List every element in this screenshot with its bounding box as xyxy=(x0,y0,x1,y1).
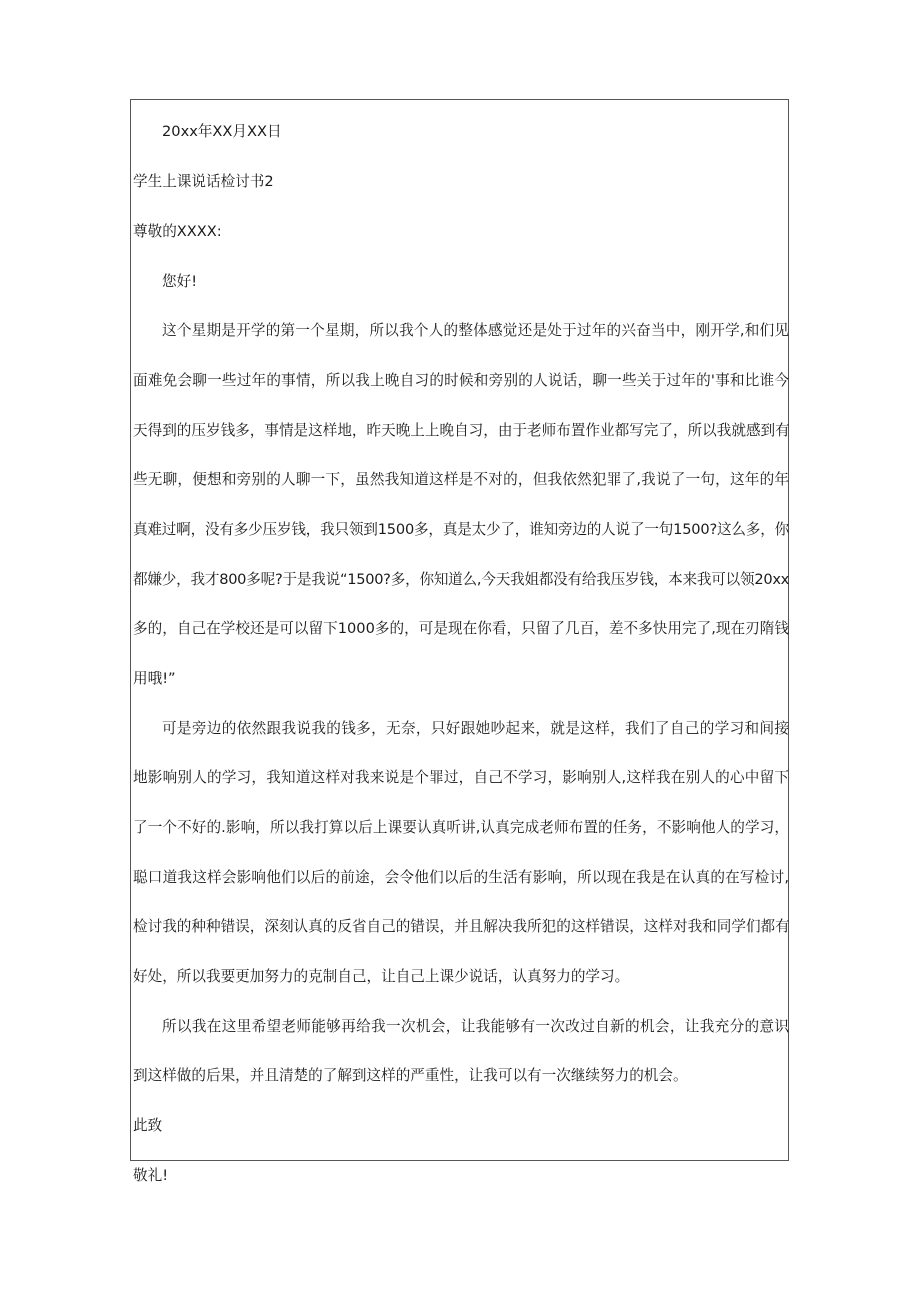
paragraph-1-line: 多的，自己在学校还是可以留下1000多的，可是现在你看，只留了几百，差不多快用完了,现在刃隋钱 xyxy=(133,620,789,637)
paragraph-1-line: 这个星期是开学的第一个星期，所以我个人的整体感觉还是处于过年的兴奋当中，刚开学,和们见 xyxy=(162,322,789,339)
letter-date: 20xx年XX月XX日 xyxy=(162,123,282,140)
closing-salute: 敬礼! xyxy=(133,1167,169,1184)
paragraph-1-line: 都嫌少，我才800多呢?于是我说“1500?多，你知道么,今天我姐都没有给我压岁钱，本来我可以领20xx xyxy=(133,571,789,588)
paragraph-2-line: 可是旁边的依然跟我说我的钱多，无奈，只好跟她吵起来，就是这样，我们了自己的学习和间接 xyxy=(162,720,789,737)
paragraph-2-line: 聪口道我这样会影响他们以后的前途，会令他们以后的生活有影响，所以现在我是在认真的在写检讨, xyxy=(133,869,789,886)
paragraph-1-line: 些无聊，便想和旁别的人聊一下，虽然我知道这样是不对的，但我依然犯罪了,我说了一句，这年的年 xyxy=(133,471,789,488)
closing-regards: 此致 xyxy=(133,1117,163,1134)
paragraph-2-line: 好处，所以我要更加努力的克制自己，让自己上课少说话，认真努力的学习。 xyxy=(133,968,630,985)
paragraph-1-line: 真难过啊，没有多少压岁钱，我只领到1500多，真是太少了，谁知旁边的人说了一句1500?这么多，你 xyxy=(133,521,789,538)
paragraph-2-line: 地影响别人的学习，我知道这样对我来说是个罪过，自己不学习，影响别人,这样我在别人的心中留下 xyxy=(133,769,789,786)
paragraph-1-line: 用哦!” xyxy=(133,670,176,687)
paragraph-3-line: 到这样做的后果，并且清楚的了解到这样的严重性，让我可以有一次继续努力的机会。 xyxy=(133,1067,688,1084)
paragraph-2-line: 了一个不好的.影响，所以我打算以后上课要认真听讲,认真完成老师布置的任务，不影响他人的学习， xyxy=(133,819,789,836)
letter-title: 学生上课说话检讨书2 xyxy=(133,173,274,190)
paragraph-1-line: 天得到的压岁钱多，事情是这样地，昨天晚上上晚自习，由于老师布置作业都写完了，所以我就感到有 xyxy=(133,422,790,439)
paragraph-3-line: 所以我在这里希望老师能够再给我一次机会，让我能够有一次改过自新的机会，让我充分的意识 xyxy=(162,1018,789,1035)
paragraph-1-line: 面难免会聊一些过年的事情，所以我上晚自习的时候和旁别的人说话，聊一些关于过年的'事和比谁今 xyxy=(133,372,789,389)
salutation: 尊敬的XXXX: xyxy=(133,223,222,240)
paragraph-2-line: 检讨我的种种错误，深刻认真的反省自己的错误，并且解决我所犯的这样错误，这样对我和同学们都有 xyxy=(133,918,790,935)
greeting: 您好! xyxy=(162,273,198,290)
